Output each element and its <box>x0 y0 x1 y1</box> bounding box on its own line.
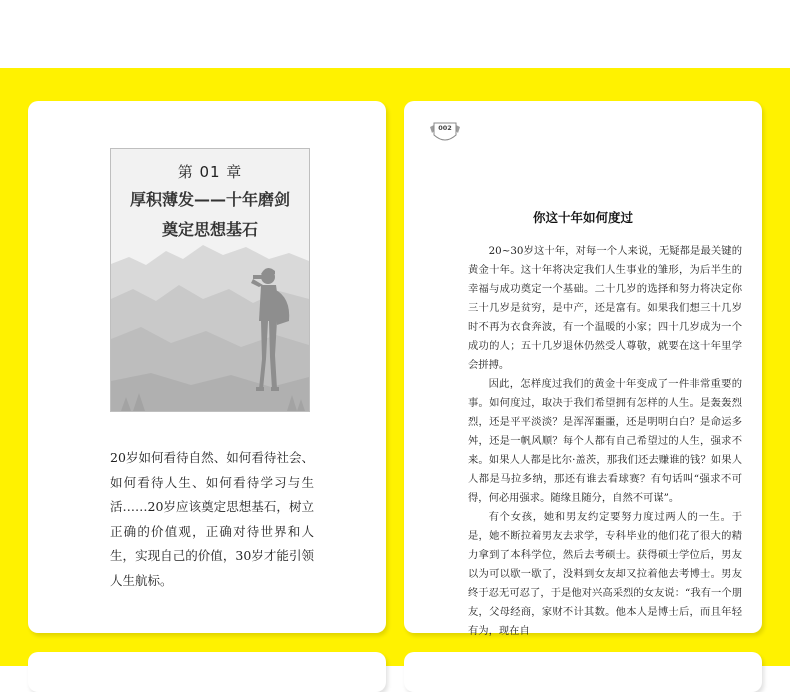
top-white-band <box>0 0 790 68</box>
section-title: 你这十年如何度过 <box>532 210 633 225</box>
page-number: 002 <box>438 124 452 132</box>
left-page-card <box>28 101 386 633</box>
chapter-intro-text: 20岁如何看待自然、如何看待社会、如何看待人生、如何看待学习与生活……20岁应该奠定思想基石，树立正确的价值观，正确对待世界和人生，实现自己的价值，30岁才能引领人生航标。 <box>110 450 314 588</box>
section-body <box>468 242 742 641</box>
next-left-page-card <box>28 652 386 692</box>
chapter-number: 第 01 章 <box>177 163 243 181</box>
chapter-title-line1: 厚积薄发——十年磨剑 <box>129 190 290 209</box>
page-number-badge <box>428 117 462 145</box>
paragraph: 20~30岁这十年，对每一个人来说，无疑都是最关键的黄金十年。这十年将决定我们人生事业的雏形，为后半生的幸福与成功奠定一个基础。二十几岁的选择和努力将决定你三十几岁是贫穷，是中产，还是富有。如果我们想三十几岁时不再为衣食奔波，有一个温暖的小家；四十几岁成为一个成功的人；五十几岁退休仍然受人尊敬，就要在这十年里学会拼搏。 <box>468 245 742 371</box>
chapter-title-line2: 奠定思想基石 <box>161 220 258 239</box>
next-right-page-card <box>404 652 762 692</box>
paragraph: 因此，怎样度过我们的黄金十年变成了一件非常重要的事。如何度过，取决于我们希望拥有怎样的人生。是轰轰烈烈，还是平平淡淡？是浑浑噩噩，还是明明白白？是命运多舛，还是一帆风顺？每个人都有自己希望过的人生，强求不来。如果人人都是比尔·盖茨，那我们还去赚谁的钱？如果人人都是马拉多纳，那还有谁去看球赛？有句话叫“强求不可得，何必用强求。随缘且随分，自然不可谋”。 <box>468 378 742 504</box>
right-page-card <box>404 101 762 637</box>
chapter-cover <box>110 148 310 412</box>
paragraph: 有个女孩，她和男友约定要努力度过两人的一生。于是，她不断拉着男友去求学，专科毕业的他们花了很大的精力拿到了本科学位，然后去考硕士。获得硕士学位后，男友以为可以歇一歇了，没料到女友却又拉着他去考博士。男友终于忍无可忍了，于是他对兴高采烈的女友说：“我有一个朋友，父母经商，家财不计其数。他本人是博士后，而且年轻有为，现在自 <box>468 511 742 637</box>
